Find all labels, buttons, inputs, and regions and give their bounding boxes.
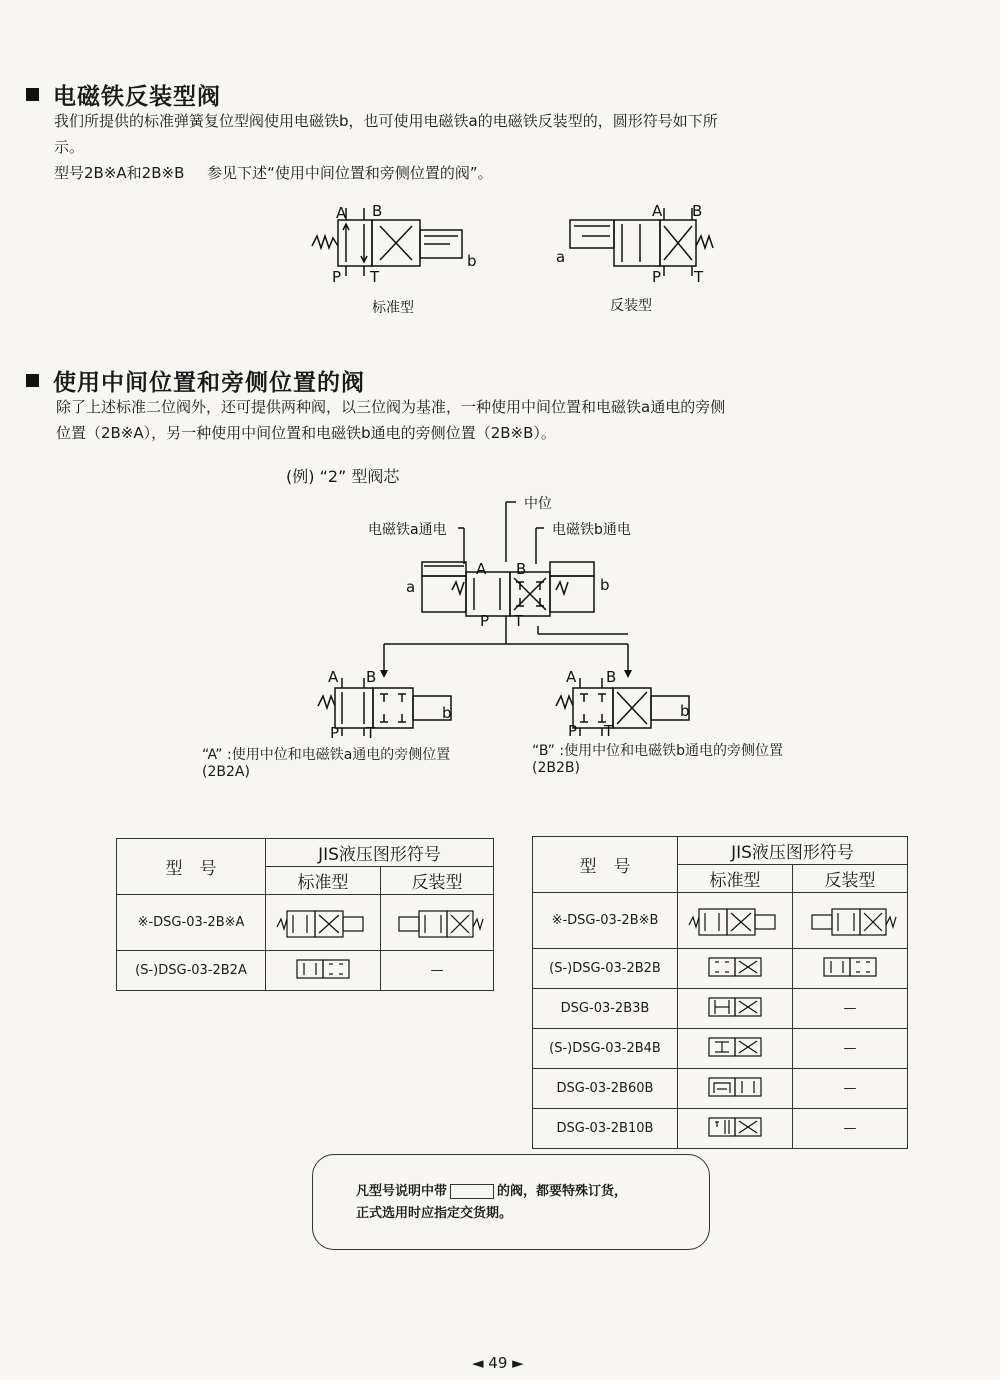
tr-header-model: 型 号 bbox=[533, 837, 678, 893]
center-port-b: B bbox=[516, 560, 527, 578]
right-port-b: B bbox=[606, 668, 617, 686]
tl-row1-standard-symbol bbox=[266, 951, 381, 991]
table-right bbox=[532, 836, 908, 1149]
section2-title: 使用中间位置和旁侧位置的阀 bbox=[53, 370, 365, 396]
right-port-p: P bbox=[568, 722, 578, 740]
rev-port-a: A bbox=[652, 202, 663, 220]
table-row bbox=[533, 1029, 908, 1069]
caption-a bbox=[202, 744, 450, 780]
table-row bbox=[117, 951, 494, 991]
left-port-a: A bbox=[328, 668, 339, 686]
section1-model: 型号2B※A和2B※B bbox=[54, 164, 185, 182]
section1-text bbox=[54, 108, 974, 186]
tr-row4-reverse: — bbox=[793, 1069, 908, 1109]
page-number: ◄ 49 ► bbox=[472, 1354, 524, 1372]
section2-text bbox=[56, 394, 976, 446]
tr-row0-standard-symbol bbox=[678, 893, 793, 949]
bullet-square-icon bbox=[26, 374, 39, 387]
tr-header-jis: JIS液压图形符号 bbox=[678, 837, 908, 865]
right-port-t: T bbox=[604, 722, 614, 740]
note-line1 bbox=[356, 1180, 627, 1199]
label-middle: 中位 bbox=[524, 496, 552, 512]
label-sol-b: 电磁铁b通电 bbox=[552, 522, 631, 538]
rev-port-t: T bbox=[694, 268, 704, 286]
label-sol-a: 电磁铁a通电 bbox=[368, 522, 447, 538]
tr-row3-standard-symbol bbox=[678, 1029, 793, 1069]
caption-b-line1: “B” :使用中位和电磁铁b通电的旁侧位置 bbox=[532, 743, 783, 759]
table-row bbox=[533, 989, 908, 1029]
rev-port-p: P bbox=[652, 268, 662, 286]
table-row bbox=[533, 1069, 908, 1109]
center-port-p: P bbox=[480, 612, 490, 630]
tr-row5-model: DSG-03-2B10B bbox=[533, 1109, 678, 1149]
example-title: (例) “2” 型阀芯 bbox=[286, 467, 400, 486]
section1-line3 bbox=[54, 160, 974, 186]
tr-row2-reverse: — bbox=[793, 989, 908, 1029]
table-row bbox=[533, 949, 908, 989]
section1-title: 电磁铁反装型阀 bbox=[53, 84, 221, 110]
rev-port-b: B bbox=[692, 202, 703, 220]
tr-row2-standard-symbol bbox=[678, 989, 793, 1029]
caption-b-line2: (2B2B) bbox=[532, 760, 580, 776]
section1-line2: 示。 bbox=[54, 138, 85, 156]
std-port-a: A bbox=[336, 204, 347, 222]
tl-row0-model: ※-DSG-03-2B※A bbox=[117, 895, 266, 951]
tr-row0-reverse-symbol bbox=[793, 893, 908, 949]
tl-row0-standard-symbol bbox=[266, 895, 381, 951]
tr-row3-model: (S-)DSG-03-2B4B bbox=[533, 1029, 678, 1069]
tl-header-jis: JIS液压图形符号 bbox=[266, 839, 494, 867]
std-port-p: P bbox=[332, 268, 342, 286]
center-port-t: T bbox=[514, 612, 524, 630]
note-line2: 正式选用时应指定交货期。 bbox=[356, 1206, 513, 1221]
left-port-t: T bbox=[366, 724, 376, 742]
tr-row1-model: (S-)DSG-03-2B2B bbox=[533, 949, 678, 989]
tr-row1-reverse-symbol bbox=[793, 949, 908, 989]
table-row bbox=[533, 1109, 908, 1149]
center-sol-b: b bbox=[600, 576, 610, 594]
tr-row0-model: ※-DSG-03-2B※B bbox=[533, 893, 678, 949]
center-sol-a: a bbox=[406, 578, 416, 596]
tr-row3-reverse: — bbox=[793, 1029, 908, 1069]
section2-line1: 除了上述标准二位阀外，还可提供两种阀，以三位阀为基准，一种使用中间位置和电磁铁a通电的旁侧 bbox=[56, 398, 726, 416]
tl-row1-model: (S-)DSG-03-2B2A bbox=[117, 951, 266, 991]
standard-valve-symbol bbox=[312, 208, 462, 276]
left-sol-b: b bbox=[442, 704, 452, 722]
std-sol-b: b bbox=[467, 252, 477, 270]
tr-row2-model: DSG-03-2B3B bbox=[533, 989, 678, 1029]
tl-header-reverse: 反装型 bbox=[381, 867, 494, 895]
bullet-square-icon bbox=[26, 88, 39, 101]
reverse-label: 反装型 bbox=[610, 298, 652, 314]
caption-b bbox=[532, 740, 783, 776]
tr-row4-model: DSG-03-2B60B bbox=[533, 1069, 678, 1109]
tr-row5-standard-symbol bbox=[678, 1109, 793, 1149]
section1-ref: 参见下述“使用中间位置和旁侧位置的阀”。 bbox=[207, 164, 493, 182]
std-port-t: T bbox=[370, 268, 380, 286]
standard-label: 标准型 bbox=[372, 300, 414, 316]
rev-sol-a: a bbox=[556, 248, 566, 266]
center-port-a: A bbox=[476, 560, 487, 578]
left-port-b: B bbox=[366, 668, 377, 686]
tr-row1-standard-symbol bbox=[678, 949, 793, 989]
section1-figure bbox=[300, 198, 720, 323]
tr-header-standard: 标准型 bbox=[678, 865, 793, 893]
boxed-model-marker-icon bbox=[450, 1184, 494, 1199]
section2-heading bbox=[26, 364, 365, 397]
tr-row4-standard-symbol bbox=[678, 1069, 793, 1109]
tl-row0-reverse-symbol bbox=[381, 895, 494, 951]
section1-line1: 我们所提供的标准弹簧复位型阀使用电磁铁b，也可使用电磁铁a的电磁铁反装型的，圆形符号如下所 bbox=[54, 112, 718, 130]
table-row bbox=[117, 895, 494, 951]
table-left bbox=[116, 838, 494, 991]
left-port-p: P bbox=[330, 724, 340, 742]
caption-a-line2: (2B2A) bbox=[202, 764, 250, 780]
tr-row5-reverse: — bbox=[793, 1109, 908, 1149]
tl-header-standard: 标准型 bbox=[266, 867, 381, 895]
caption-a-line1: “A” :使用中位和电磁铁a通电的旁侧位置 bbox=[202, 747, 451, 763]
tl-row1-reverse: — bbox=[381, 951, 494, 991]
tl-header-model: 型 号 bbox=[117, 839, 266, 895]
table-row bbox=[533, 893, 908, 949]
right-port-a: A bbox=[566, 668, 577, 686]
tr-header-reverse: 反装型 bbox=[793, 865, 908, 893]
std-port-b: B bbox=[372, 202, 383, 220]
right-sol-b: b bbox=[680, 702, 690, 720]
section1-heading bbox=[26, 78, 221, 111]
note-line1-before: 凡型号说明中带 bbox=[356, 1184, 448, 1199]
section2-line2: 位置（2B※A），另一种使用中间位置和电磁铁b通电的旁侧位置（2B※B）。 bbox=[56, 424, 556, 442]
note-line1-after: 的阀，都要特殊订货， bbox=[497, 1184, 628, 1199]
